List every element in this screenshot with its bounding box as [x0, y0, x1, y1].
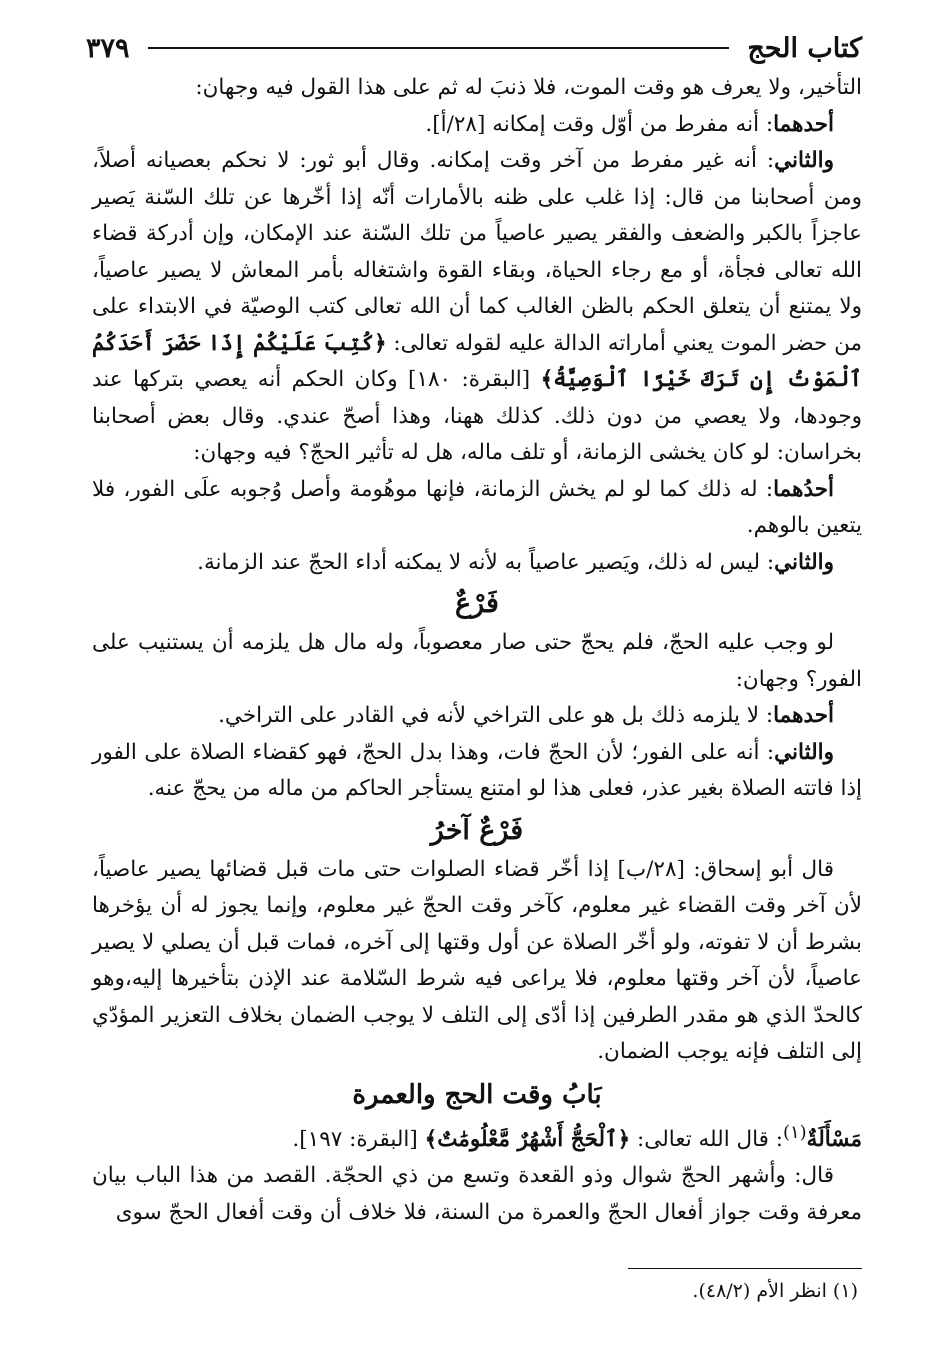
paragraph: لو وجب عليه الحجّ، فلم يحجّ حتى صار معصوباً، وله مال هل يلزمه أن يستنيب على الفور؟ وجهان:	[92, 630, 862, 692]
footnote: (١) انظر الأم (٤٨/٢).	[692, 1280, 858, 1302]
paragraph	[92, 735, 862, 808]
paragraph-text: [البقرة: ١٨٠] وكان الحكم أنه يعصي بتركها عند وجودها، ولا يعصي من دون ذلك. كذلك ههنا، وهذا أصحّ عندي. وقال بعض أصحابنا بخراسان: لو كان يخشى الزمانة، أو تلف ماله، هل له تأثير الحجّ؟ فيه وجهان:	[92, 367, 862, 465]
paragraph-text: [البقرة: ١٩٧].	[292, 1126, 425, 1152]
paragraph-lead: والثاني	[774, 549, 834, 575]
section-heading: فَرْعٌ	[455, 588, 499, 619]
paragraph-lead: أحدهما	[773, 111, 834, 137]
paragraph-text: : لا يلزمه ذلك بل هو على التراخي لأنه في القادر على التراخي.	[218, 703, 774, 728]
masala-label: مَسْأَلَةٌ	[806, 1126, 862, 1152]
main-text	[92, 70, 862, 1231]
paragraph: قال أبو إسحاق: [٢٨/ب] إذا أخّر قضاء الصلوات حتى مات قبل قضائها يصير عاصياً، لأن آخر وقت القضاء غير معلوم، كآخر وقت الحجّ غير معلوم، وإنما يجوز له أن يؤخرها بشرط أن لا تفوته، ولو أخّر الصلاة عن أول وقتها إلى آخره، فمات قبل أن يصلي لا يصير عاصياً، لأن آخر وقتها معلوم، فلا يراعى فيه شرط السّلامة عند الإذن بتأخيرها إليه،وهو كالحدّ الذي هو مقدر الطرفين إذا أدّى إلى التلف لا يوجب الضمان بخلاف التعزير المؤدّي إلى التلف فإنه يوجب الضمان.	[92, 856, 862, 1064]
paragraph	[92, 698, 862, 735]
paragraph	[92, 545, 862, 582]
paragraph	[92, 143, 862, 472]
chapter-heading: بَابُ وقت الحج والعمرة	[352, 1079, 602, 1110]
quran-quote: ﴿ٱلْحَجُّ أَشْهُرٌ مَّعْلُومَٰتٌ﴾	[424, 1126, 631, 1152]
paragraph: قال: وأشهر الحجّ شوال وذو القعدة وتسع من ذي الحجّة. القصد من هذا الباب بيان معرفة وقت جواز أفعال الحجّ والعمرة من السنة، فلا خلاف أن وقت أفعال الحجّ سوى	[92, 1163, 862, 1225]
paragraph-text: : قال الله تعالى:	[630, 1126, 784, 1152]
page-number: ٣٧٩	[86, 32, 130, 64]
section-heading: فَرْعٌ آخرُ	[430, 814, 524, 846]
paragraph-text: : ليس له ذلك، ويَصير عاصياً به لأنه لا يمكنه أداء الحجّ عند الزمانة.	[197, 549, 775, 575]
header-rule	[148, 47, 730, 49]
footnote-rule	[628, 1268, 862, 1269]
paragraph-lead: والثاني	[774, 148, 834, 173]
footnote-ref: (١)	[783, 1121, 807, 1143]
paragraph: التأخير، ولا يعرف هو وقت الموت، فلا ذنبَ له ثم على هذا القول فيه وجهان:	[195, 75, 862, 100]
paragraph-lead: أحدهما	[773, 703, 834, 728]
paragraph	[92, 472, 862, 545]
running-head	[86, 28, 862, 68]
paragraph-lead: أحدُهما	[773, 476, 834, 502]
paragraph-text: : أنه غير مفرط من آخر وقت إمكانه. وقال أبو ثور: لا نحكم بعصيانه أصلاً، ومن أصحابنا من قال: إذا غلب على ظنه بالأمارات أنّه إذا أخّرها عن تلك السّنة يَصير عاجزاً بالكبر والضعف والفقر يصير عاصياً من تلك السّنة عند الإمكان، وإن أدركة قضاء الله تعالى فجأة، أو مع رجاء الحياة، وبقاء القوة واشتغاله بأمر المعاش لا يصير عاصياً، ولا يمتنع أن يتعلق الحكم بالظن الغالب كما أن الله تعالى كتب الوصيّة في الابتداء على من حضر الموت يعني أماراته الدالة عليه لقوله تعالى:	[92, 148, 862, 356]
masala-paragraph	[92, 1115, 862, 1159]
chapter-title: كتاب الحج	[747, 32, 862, 64]
quran-quote: ﴿كُتِبَ عَلَيْكُمْ إِذَا حَضَرَ أَحَدَكُمُ ٱلْمَوْتُ إِن تَرَكَ خَيْرًا ٱلْوَصِيَّةُ﴾	[92, 330, 862, 392]
paragraph-text: : أنه على الفور؛ لأن الحجّ فات، وهذا بدل الحجّ، فهو كقضاء الصلاة على الفور إذا فاتته الصلاة بغير عذر، فعلى هذا لو امتنع يستأجر الحاكم من ماله من يحجّ عنه.	[92, 739, 862, 801]
paragraph	[92, 107, 862, 144]
paragraph-text: : أنه مفرط من أوّل وقت إمكانه [٢٨/أ].	[425, 111, 774, 137]
paragraph-lead: والثاني	[774, 739, 834, 765]
paragraph-text: : له ذلك كما لو لم يخش الزمانة، فإنها موهُومة وأصل وُجوبه علَى الفور، فلا يتعين بالوهم.	[92, 476, 862, 538]
